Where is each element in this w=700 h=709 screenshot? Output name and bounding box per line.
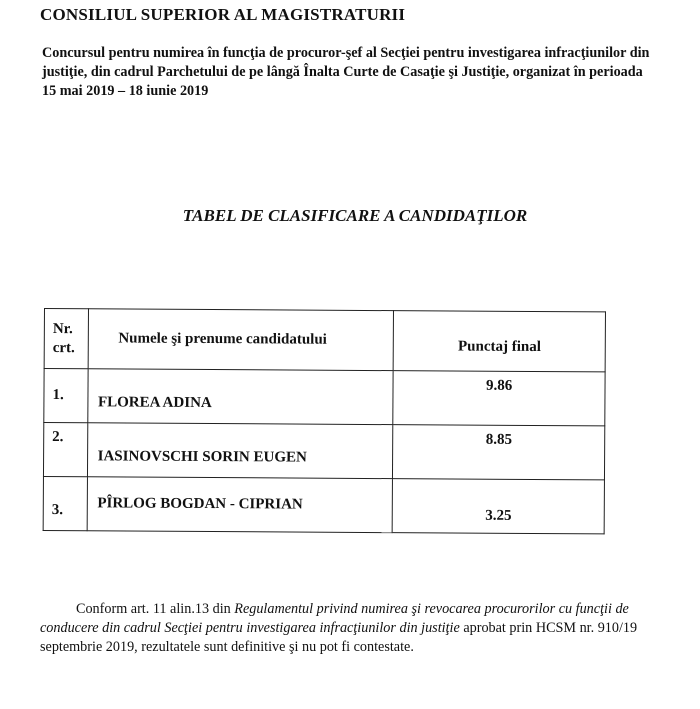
table-row bbox=[44, 369, 605, 426]
candidate-score: 8.85 bbox=[393, 425, 605, 480]
table-row bbox=[43, 476, 604, 533]
row-nr: 1. bbox=[44, 369, 88, 423]
header-name: Numele şi prenume candidatului bbox=[88, 309, 394, 371]
ranking-table bbox=[43, 308, 606, 534]
header-score: Punctaj final bbox=[393, 311, 605, 372]
institution-title: CONSILIUL SUPERIOR AL MAGISTRATURII bbox=[40, 5, 406, 24]
candidate-name: FLOREA ADINA bbox=[87, 369, 393, 425]
header-nr-line2: crt. bbox=[52, 339, 75, 356]
header-nr bbox=[44, 309, 88, 369]
legal-note-conclusion: aprobat prin HCSM nr. 910/19 septembrie 2019, rezultatele sunt definitive şi nu pot fi contestate. bbox=[40, 620, 638, 655]
ranking-table-wrapper bbox=[44, 308, 606, 531]
candidate-name: IASINOVSCHI SORIN EUGEN bbox=[87, 423, 393, 479]
table-row bbox=[43, 423, 604, 480]
candidate-score: 3.25 bbox=[392, 479, 604, 534]
legal-note bbox=[40, 600, 665, 657]
row-nr: 2. bbox=[43, 423, 87, 477]
table-title: TABEL DE CLASIFICARE A CANDIDAŢILOR bbox=[182, 206, 528, 225]
candidate-name: PÎRLOG BOGDAN - CIPRIAN bbox=[87, 477, 393, 533]
candidate-score: 9.86 bbox=[393, 371, 605, 426]
table-header-row bbox=[44, 309, 605, 372]
contest-subtitle: Concursul pentru numirea în funcţia de procuror-şef al Secţiei pentru investigarea infracţiunilor din justiţie, din cadrul Parchetului de pe lângă Înalta Curte de Casaţie şi Justiţie, organizat în perioada 15 mai 2019 – 18 iunie 2019 bbox=[42, 45, 650, 99]
row-nr: 3. bbox=[43, 476, 87, 530]
header-nr-line1: Nr. bbox=[52, 320, 73, 337]
legal-note-intro: Conform art. 11 alin.13 din bbox=[76, 601, 235, 617]
regulation-title: Regulamentul privind numirea şi revocarea procurorilor cu funcţii de conducere din cadrul Secţiei pentru investigarea infracţiunilor din justiţie bbox=[40, 601, 629, 636]
